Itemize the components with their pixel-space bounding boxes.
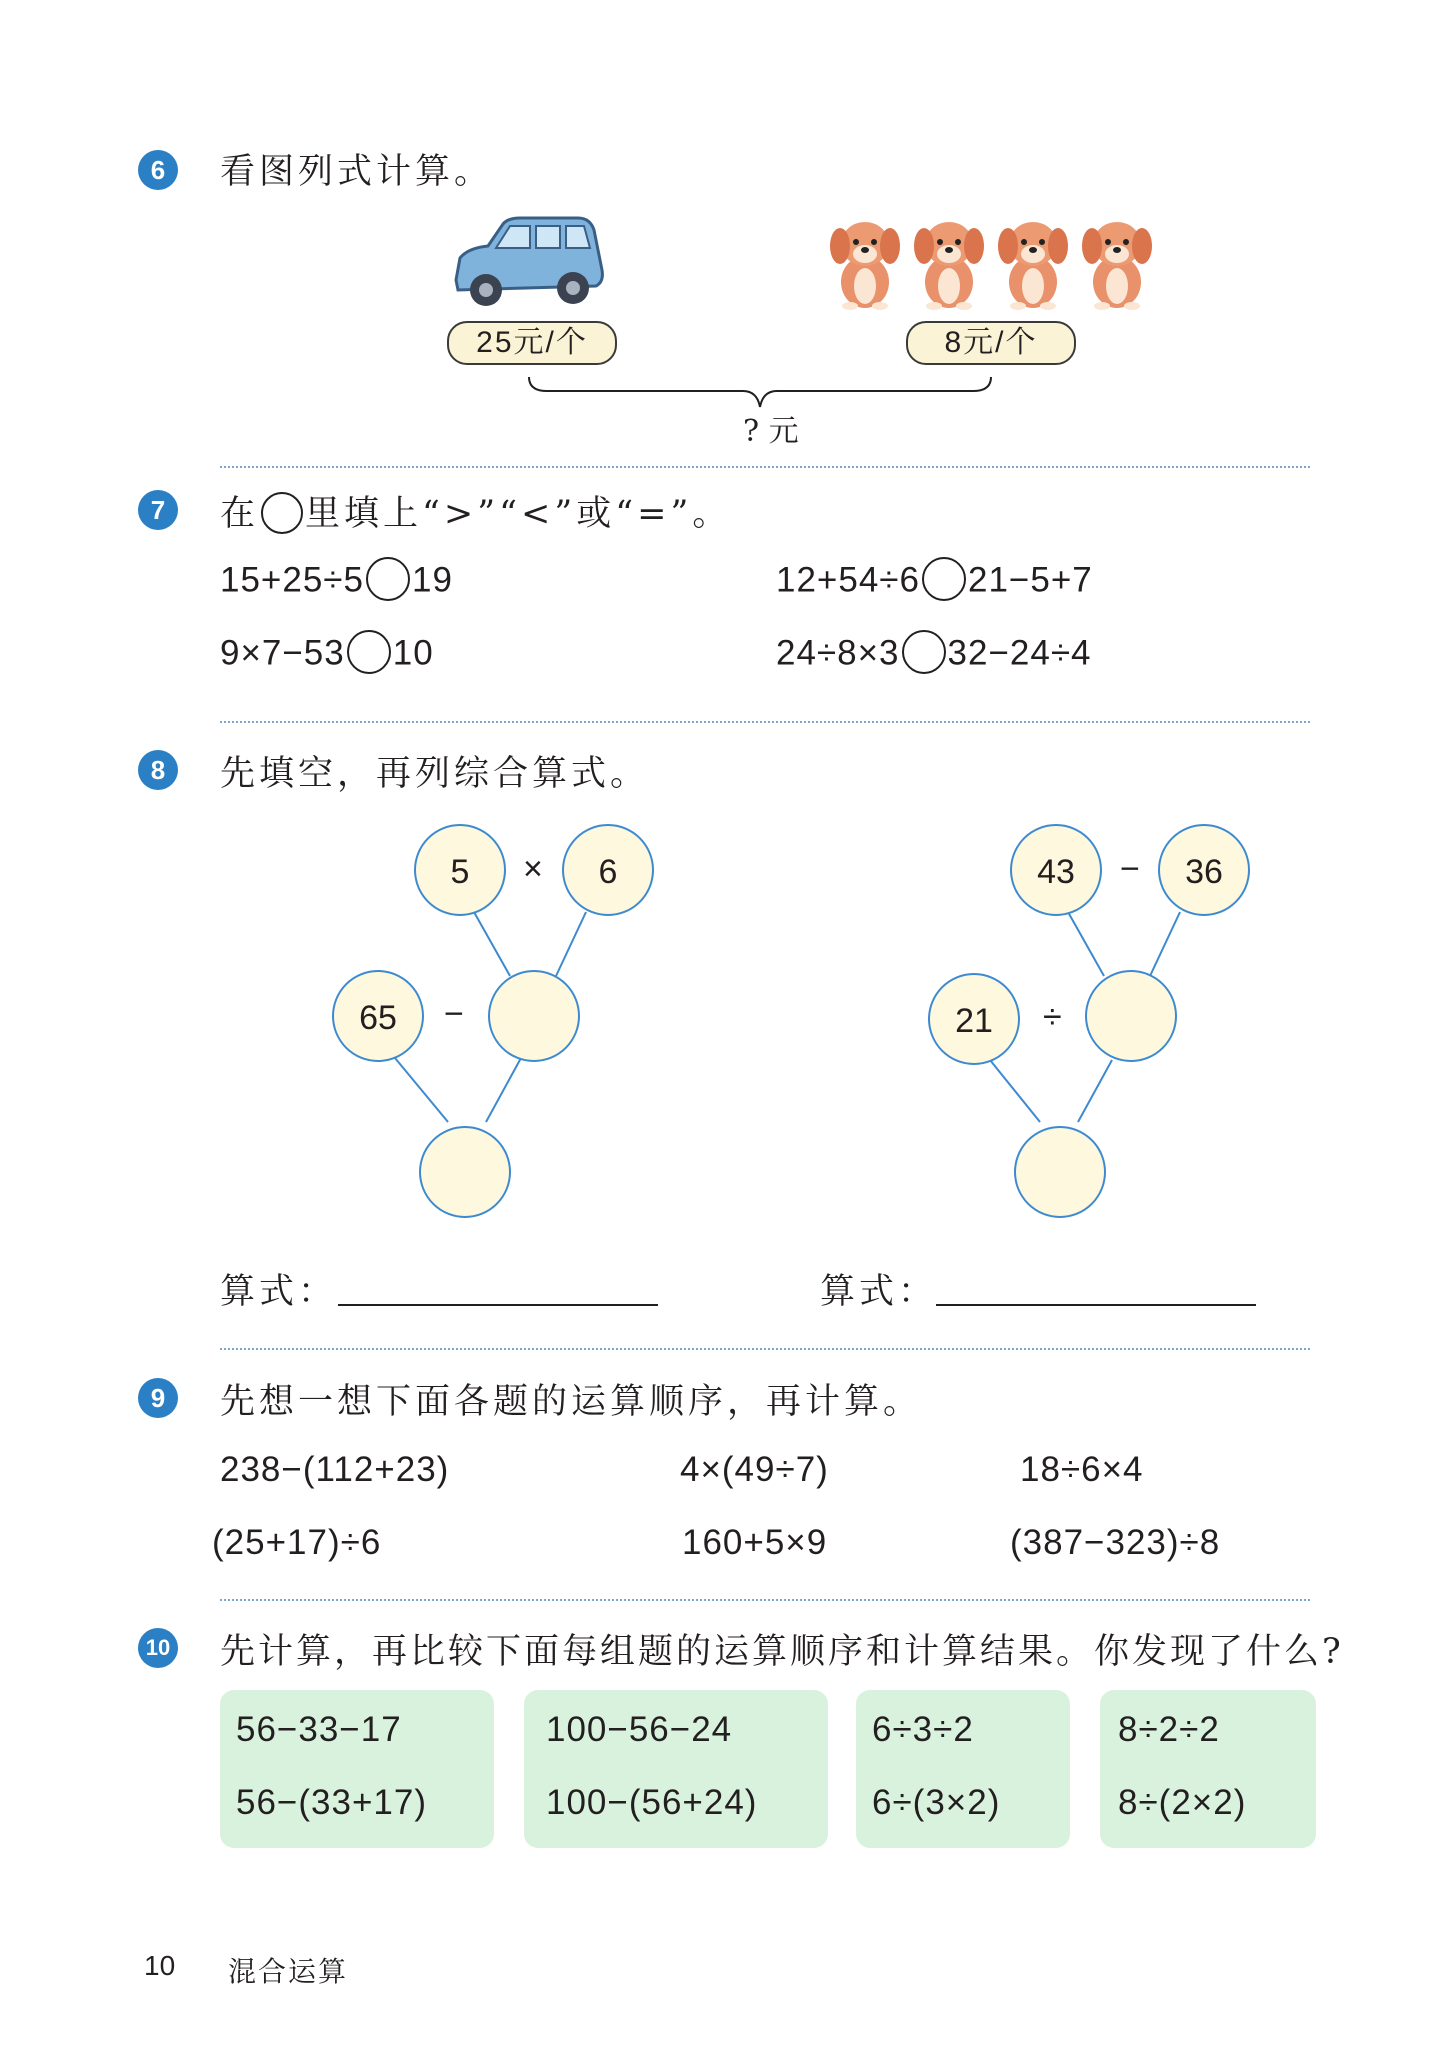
group-expr-a: 56−33−17 [236, 1710, 402, 1749]
tree-node: 65 [332, 970, 424, 1062]
tree-node: 21 [928, 973, 1020, 1065]
group-expr-a: 100−56−24 [546, 1710, 733, 1749]
question-8-title: 先填空，再列综合算式。 [220, 754, 650, 794]
question-10-title: 先计算，再比较下面每组题的运算顺序和计算结果。你发现了什么? [220, 1632, 1344, 1672]
question-7-title-prefix: 在 [220, 494, 260, 534]
divider [220, 1348, 1310, 1350]
question-7-title-suffix: 里填上“>”“<”或“=”。 [305, 494, 732, 534]
total-question: ? 元 [743, 414, 799, 449]
group-expr-a: 8÷2÷2 [1118, 1710, 1220, 1749]
calc-item: 160+5×9 [682, 1523, 828, 1562]
calc-item: 4×(49÷7) [680, 1450, 829, 1489]
operator-sign: − [444, 995, 464, 1033]
divider [220, 1599, 1310, 1601]
page-number: 10 [144, 1950, 176, 1981]
compare-left: 9×7−53 [220, 633, 345, 673]
tree-node: 6 [562, 824, 654, 916]
tree-node: 5 [414, 824, 506, 916]
calc-item: 18÷6×4 [1020, 1450, 1144, 1489]
group-expr-b: 6÷(3×2) [872, 1783, 1001, 1822]
compare-right: 32−24÷4 [947, 633, 1092, 673]
chapter-title: 混合运算 [228, 1955, 349, 1988]
compare-group-box [1100, 1690, 1316, 1848]
compare-left: 15+25÷5 [220, 560, 364, 600]
calc-item: (25+17)÷6 [212, 1523, 382, 1562]
question-number-7: 7 [138, 490, 178, 530]
calc-item: (387−323)÷8 [1010, 1523, 1221, 1562]
question-9-title: 先想一想下面各题的运算顺序，再计算。 [220, 1382, 923, 1422]
group-expr-b: 56−(33+17) [236, 1783, 427, 1822]
tree-node: 36 [1158, 824, 1250, 916]
compare-right: 21−5+7 [967, 560, 1093, 600]
question-number-10: 10 [138, 1628, 178, 1668]
question-number-6: 6 [138, 150, 178, 190]
car-price-tag: 25元/个 [447, 321, 617, 365]
operator-sign: − [1120, 850, 1140, 888]
group-expr-a: 6÷3÷2 [872, 1710, 974, 1749]
operator-sign: × [523, 850, 543, 888]
compare-right: 10 [392, 633, 434, 673]
question-number-8: 8 [138, 750, 178, 790]
compare-group-box [524, 1690, 828, 1848]
tree-node-blank[interactable] [1014, 1126, 1106, 1218]
dog-price-tag: 8元/个 [906, 321, 1076, 365]
formula-answer-line[interactable] [338, 1304, 658, 1306]
formula-label: 算式： [220, 1272, 338, 1312]
formula-label: 算式： [820, 1272, 938, 1312]
compare-group-box [856, 1690, 1070, 1848]
tree-node-blank[interactable] [419, 1126, 511, 1218]
question-6-title: 看图列式计算。 [220, 152, 494, 192]
compare-group-box [220, 1690, 494, 1848]
tree-node-blank[interactable] [1085, 970, 1177, 1062]
compare-right: 19 [411, 560, 453, 600]
compare-left: 12+54÷6 [776, 560, 920, 600]
group-expr-b: 100−(56+24) [546, 1783, 758, 1822]
tree-node: 43 [1010, 824, 1102, 916]
formula-answer-line[interactable] [936, 1304, 1256, 1306]
calc-item: 238−(112+23) [220, 1450, 450, 1489]
operator-sign: ÷ [1043, 998, 1062, 1036]
tree-node-blank[interactable] [488, 970, 580, 1062]
compare-left: 24÷8×3 [776, 633, 900, 673]
question-number-9: 9 [138, 1378, 178, 1418]
group-expr-b: 8÷(2×2) [1118, 1783, 1247, 1822]
